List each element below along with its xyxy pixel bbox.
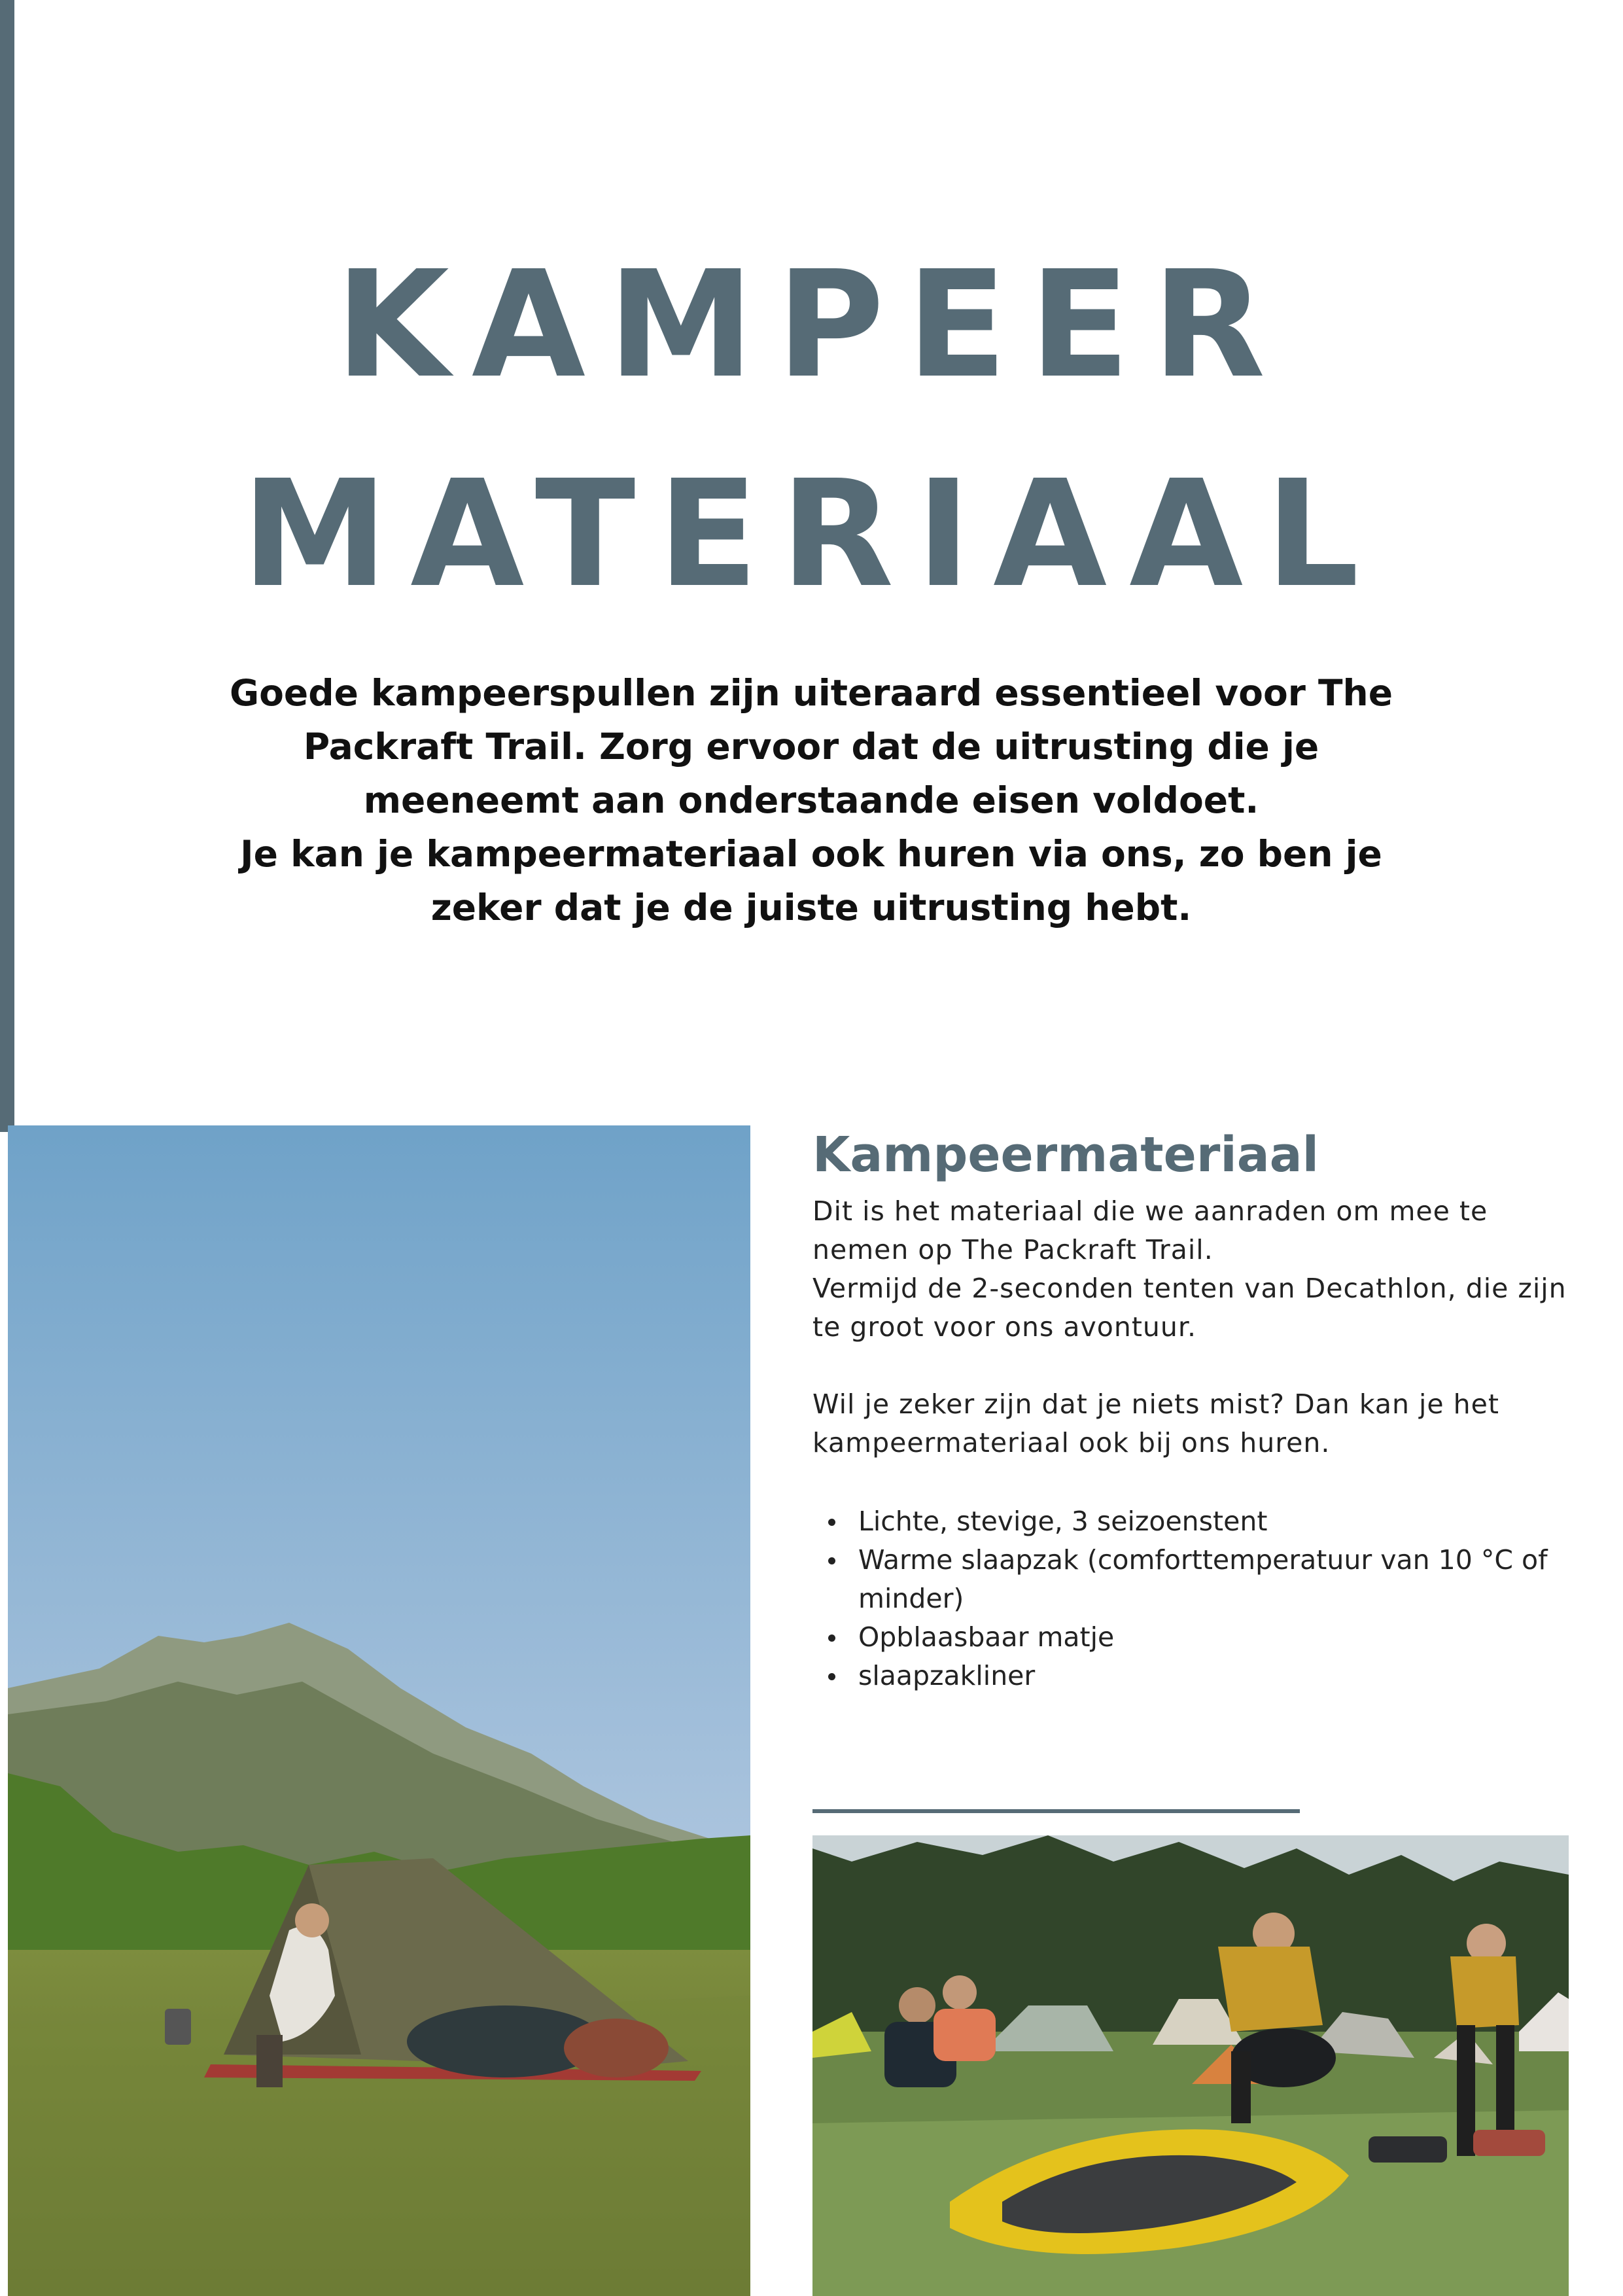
list-item [812,1618,1584,1657]
paragraph-spacer [812,1347,1584,1385]
group-packraft-campsite-photo [812,1835,1569,2296]
section-heading: Kampeermateriaal [812,1127,1319,1183]
list-item [812,1502,1584,1541]
list-item [812,1657,1584,1695]
list-item-text: Opblaasbaar matje [858,1621,1115,1653]
section-paragraph-1: Dit is het materiaal die we aanraden om mee te nemen op The Packraft Trail. [812,1195,1488,1265]
intro-text [196,666,1426,934]
section-divider [812,1809,1300,1813]
page-title-line-1: KAMPEER [335,239,1288,411]
bullet-dot-icon [828,1519,835,1526]
bullet-dot-icon [828,1557,835,1564]
list-item-text: Lichte, stevige, 3 seizoenstent [858,1506,1268,1537]
list-item-text: slaapzakliner [858,1660,1036,1691]
gear-list [812,1502,1584,1695]
section-paragraph-3: Wil je zeker zijn dat je niets mist? Dan kan je het kampeermateriaal ook bij ons huren. [812,1388,1499,1458]
bullet-dot-icon [828,1634,835,1642]
bullet-dot-icon [828,1673,835,1680]
camping-tent-mountain-photo [8,1125,750,2296]
section-body [812,1192,1584,1462]
intro-paragraph-2: Je kan je kampeermateriaal ook huren via ons, zo ben je zeker dat je de juiste uitrusting hebt. [240,833,1382,928]
list-item-text: Warme slaapzak (comforttemperatuur van 10 °C of minder) [858,1544,1548,1614]
section-paragraph-2: Vermijd de 2-seconden tenten van Decathlon, die zijn te groot voor ons avontuur. [812,1273,1567,1343]
page-title-line-2: MATERIAAL [241,449,1382,620]
intro-paragraph-1: Goede kampeerspullen zijn uiteraard essentieel voor The Packraft Trail. Zorg ervoor dat de uitrusting die je meeneemt aan onderstaande eisen voldoet. [230,672,1393,821]
list-item [812,1541,1584,1618]
